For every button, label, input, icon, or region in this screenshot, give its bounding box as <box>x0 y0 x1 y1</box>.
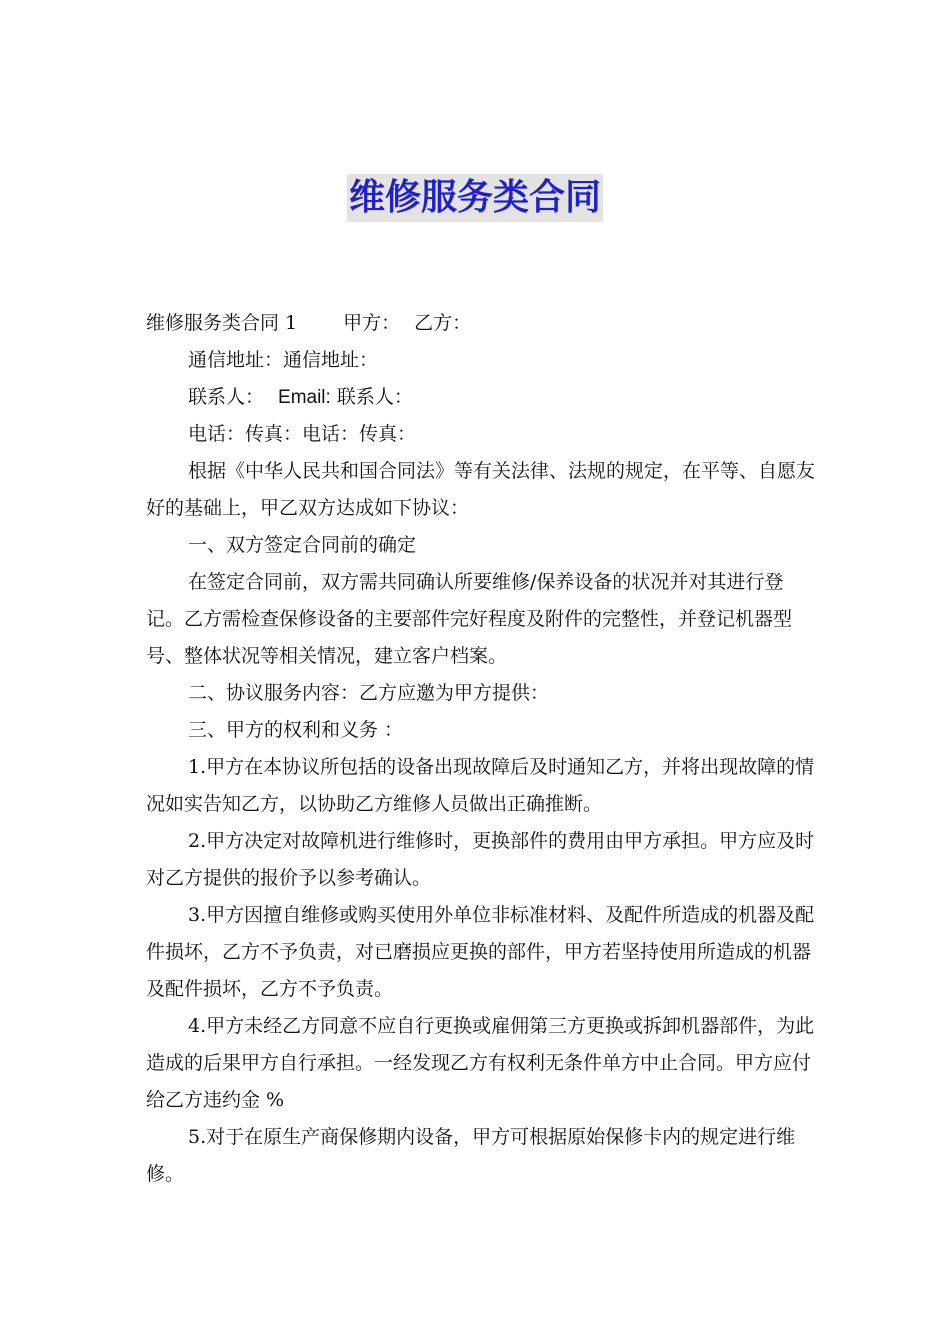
contact-a-label: 联系人： <box>188 386 265 408</box>
clause-4: 4.甲方未经乙方同意不应自行更换或雇佣第三方更换或拆卸机器部件，为此造成的后果甲方自行承担。一经发现乙方有权利无条件单方中止合同。甲方应付给乙方违约金 % <box>146 1015 815 1111</box>
address-a-label: 通信地址： <box>188 349 284 371</box>
header-line <box>146 305 816 342</box>
contact-b-label: 联系人： <box>336 386 413 408</box>
intro-paragraph: 根据《中华人民共和国合同法》等有关法律、法规的规定，在平等、自愿友好的基础上，甲乙双方达成如下协议： <box>146 460 816 519</box>
party-b-label: 乙方： <box>414 312 472 334</box>
clause-1: 1.甲方在本协议所包括的设备出现故障后及时通知乙方，并将出现故障的情况如实告知乙方，以协助乙方维修人员做出正确推断。 <box>146 756 815 815</box>
document-body <box>146 305 816 1193</box>
document-title: 维修服务类合同 <box>347 174 603 222</box>
phone-line <box>146 416 816 453</box>
clause-5: 5.对于在原生产商保修期内设备，甲方可根据原始保修卡内的规定进行维修。 <box>146 1126 796 1185</box>
title-container <box>0 174 950 222</box>
clause-3: 3.甲方因擅自维修或购买使用外单位非标准材料、及配件所造成的机器及配件损坏，乙方不予负责，对已磨损应更换的部件，甲方若坚持使用所造成的机器及配件损坏，乙方不予负责。 <box>146 904 815 1000</box>
section-1-heading: 一、双方签定合同前的确定 <box>188 534 417 556</box>
fax-a-label: 传真： <box>245 423 303 445</box>
fax-b-label: 传真： <box>359 423 417 445</box>
section-2-heading: 二、协议服务内容：乙方应邀为甲方提供： <box>188 682 550 704</box>
section-3-heading: 三、甲方的权利和义务 ： <box>188 719 404 741</box>
address-line <box>146 342 816 379</box>
clause-2: 2.甲方决定对故障机进行维修时，更换部件的费用由甲方承担。甲方应及时对乙方提供的报价予以参考确认。 <box>146 830 815 889</box>
party-a-label: 甲方： <box>343 312 401 334</box>
contact-line <box>146 379 816 416</box>
phone-a-label: 电话： <box>188 423 246 445</box>
section-1-body: 在签定合同前，双方需共同确认所要维修/保养设备的状况并对其进行登记。乙方需检查保修设备的主要部件完好程度及附件的完整性，并登记机器型号、整体状况等相关情况，建立客户档案。 <box>146 571 793 667</box>
contract-number: 维修服务类合同 1 <box>146 312 298 334</box>
email-label: Email: <box>278 387 331 408</box>
phone-b-label: 电话： <box>302 423 360 445</box>
address-b-label: 通信地址： <box>283 349 379 371</box>
